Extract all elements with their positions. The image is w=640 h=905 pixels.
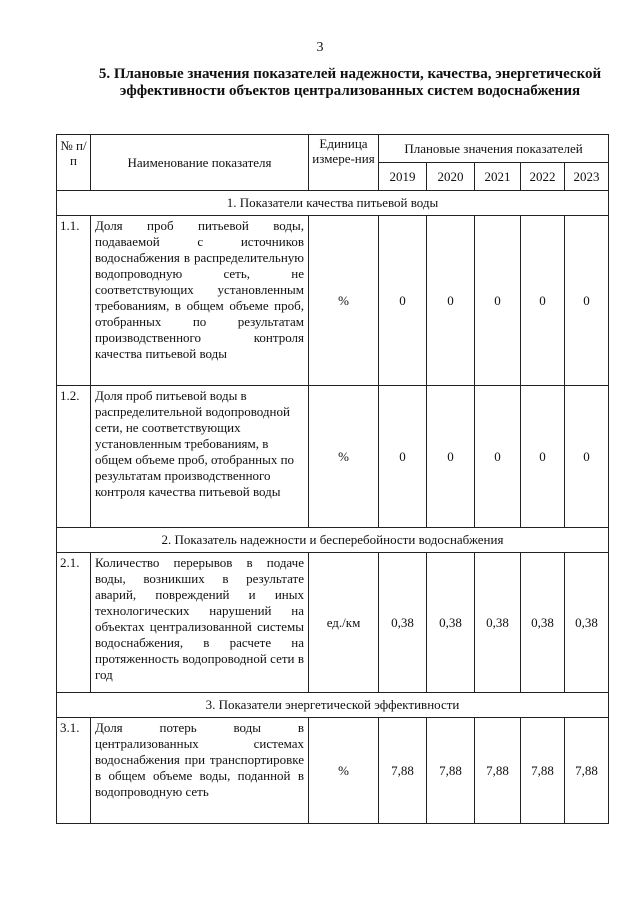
row-value: 0 — [427, 386, 475, 528]
row-value: 0,38 — [379, 553, 427, 693]
row-value: 7,88 — [427, 718, 475, 824]
section-title: 3. Показатели энергетической эффективности — [57, 693, 609, 718]
row-unit: % — [309, 386, 379, 528]
row-unit: ед./км — [309, 553, 379, 693]
row-value: 7,88 — [475, 718, 521, 824]
section-row — [57, 528, 609, 553]
section-row — [57, 693, 609, 718]
header-number: № п/п — [57, 135, 91, 191]
table-header — [57, 135, 609, 191]
row-value: 0 — [427, 216, 475, 386]
row-value: 0 — [565, 386, 609, 528]
row-value: 0,38 — [427, 553, 475, 693]
row-value: 0,38 — [521, 553, 565, 693]
row-number: 2.1. — [57, 553, 91, 693]
row-indicator-name: Количество перерывов в подаче воды, возникших в результате аварий, повреждений и иных технологических нарушений на объектах централизованной системы водоснабжения, в расчете на протяженность водопроводной сети в год — [91, 553, 309, 693]
section-row — [57, 191, 609, 216]
header-year: 2021 — [475, 163, 521, 191]
row-number: 1.2. — [57, 386, 91, 528]
row-value: 0 — [475, 386, 521, 528]
row-value: 0,38 — [565, 553, 609, 693]
header-year: 2019 — [379, 163, 427, 191]
row-value: 0 — [521, 216, 565, 386]
row-value: 7,88 — [379, 718, 427, 824]
row-indicator-name: Доля проб питьевой воды, подаваемой с источников водоснабжения в распределительную водопроводную сеть, не соответствующих установленным требованиям, в общем объеме проб, отобранных по результатам производственного контроля качества питьевой воды — [91, 216, 309, 386]
table-row — [57, 718, 609, 824]
table-body — [57, 191, 609, 824]
row-value: 7,88 — [521, 718, 565, 824]
section-title: 1. Показатели качества питьевой воды — [57, 191, 609, 216]
row-unit: % — [309, 216, 379, 386]
table-row — [57, 386, 609, 528]
row-value: 0 — [565, 216, 609, 386]
header-plan-values: Плановые значения показателей — [379, 135, 609, 163]
row-number: 1.1. — [57, 216, 91, 386]
table-row — [57, 553, 609, 693]
header-name: Наименование показателя — [91, 135, 309, 191]
row-indicator-name: Доля потерь воды в централизованных системах водоснабжения при транспортировке в общем объеме воды, поданной в водопроводную сеть — [91, 718, 309, 824]
row-unit: % — [309, 718, 379, 824]
document-heading: 5. Плановые значения показателей надежности, качества, энергетической эффективности объектов централизованных систем водоснабжения — [98, 66, 602, 99]
row-number: 3.1. — [57, 718, 91, 824]
header-year: 2023 — [565, 163, 609, 191]
section-title: 2. Показатель надежности и бесперебойности водоснабжения — [57, 528, 609, 553]
page-number: 3 — [316, 40, 324, 55]
indicators-table — [56, 134, 609, 824]
row-value: 0 — [521, 386, 565, 528]
row-value: 0,38 — [475, 553, 521, 693]
row-value: 0 — [475, 216, 521, 386]
header-year: 2020 — [427, 163, 475, 191]
table-row — [57, 216, 609, 386]
header-unit: Единица измере-ния — [309, 135, 379, 191]
row-value: 0 — [379, 386, 427, 528]
row-value: 7,88 — [565, 718, 609, 824]
row-value: 0 — [379, 216, 427, 386]
row-indicator-name: Доля проб питьевой воды в распределительной водопроводной сети, не соответствующих установленным требованиям, в общем объеме проб, отобранных по результатам производственного контроля качества питьевой воды — [91, 386, 309, 528]
header-year: 2022 — [521, 163, 565, 191]
